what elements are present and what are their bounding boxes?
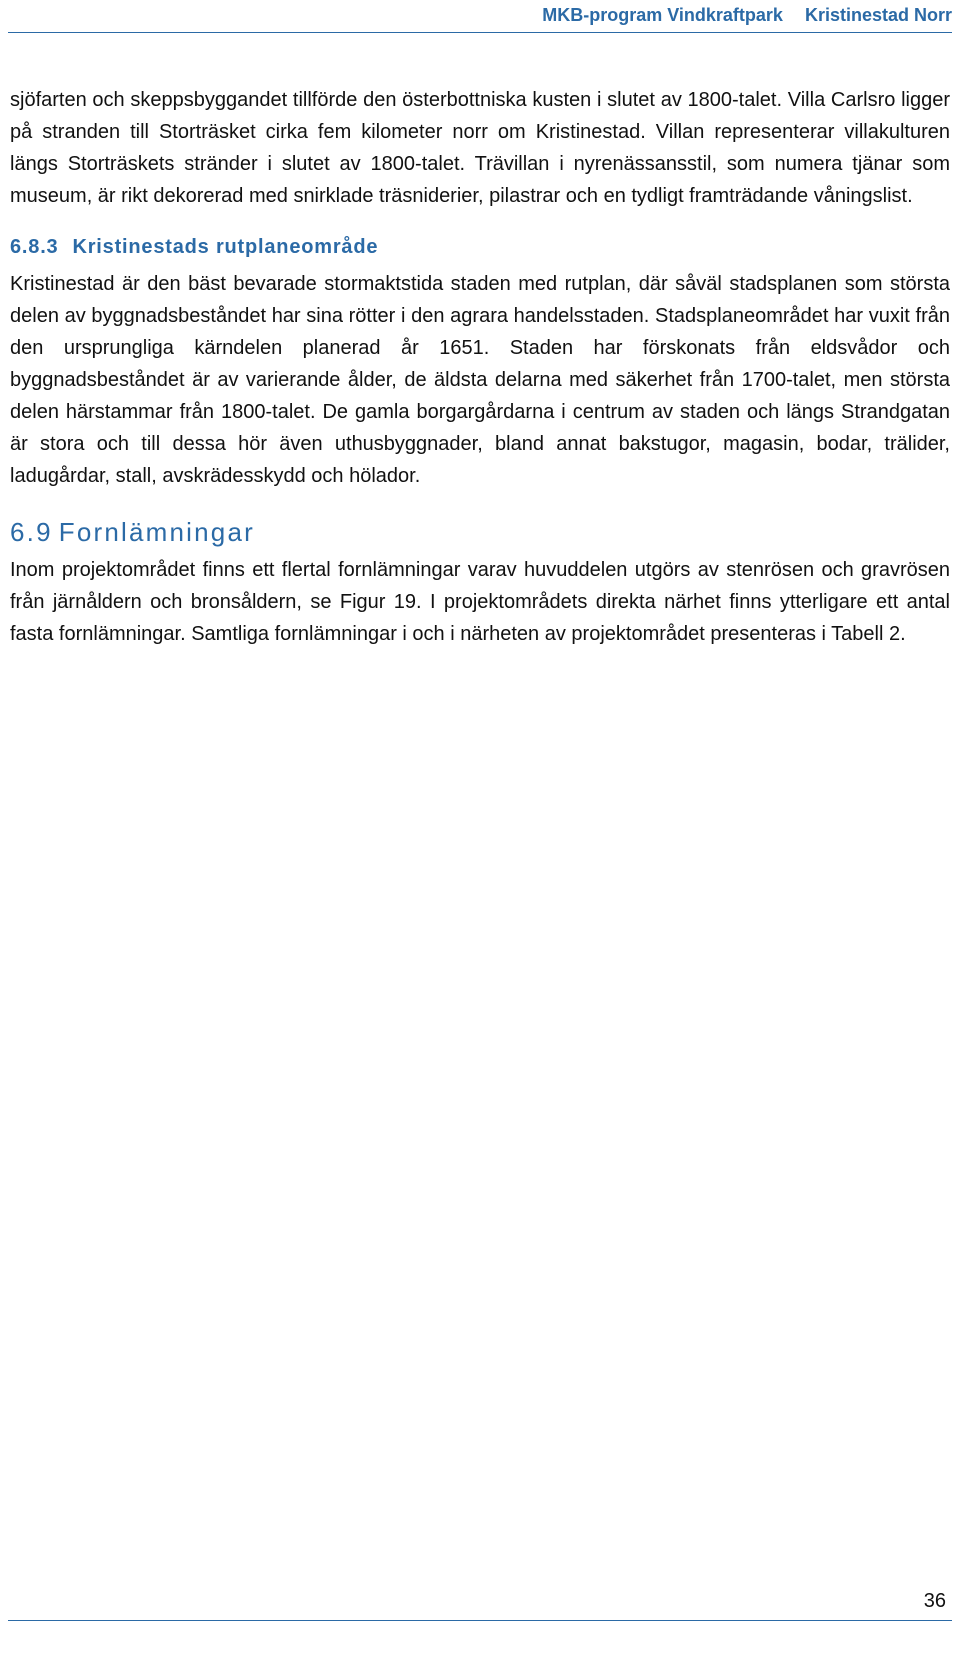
section-number: 6.8.3: [10, 236, 59, 258]
paragraph-rutplaneomrade: Kristinestad är den bäst bevarade stormaktstida staden med rutplan, där såväl stadsplanen som största delen av byggnadsbeståndet har sina rötter i den agrara handelsstaden. Stadsplaneområdet har vuxit från den ursprungliga kärndelen planerad år 1651. Staden har förskonats från eldsvådor och byggnadsbeståndet är av varierande ålder, de äldsta delarna med säkerhet från 1700-talet, men största delen härstammar från 1800-talet. De gamla borgargårdarna i centrum av staden och längs Strandgatan är stora och till dessa hör även uthusbyggnader, bland annat bakstugor, magasin, bodar, trälider, ladugårdar, stall, avskrädesskydd och hölador.: [10, 273, 950, 487]
section-heading-6-9: [10, 514, 950, 550]
section-heading-6-8-3: [10, 232, 950, 262]
footer-rule: [8, 1620, 952, 1621]
section-title: Kristinestads rutplaneområde: [72, 236, 379, 258]
paragraph-fornlamningar: Inom projektområdet finns ett flertal fornlämningar varav huvuddelen utgörs av stenrösen och gravrösen från järnåldern och bronsåldern, se Figur 19. I projektområdets direkta närhet finns ytterligare ett antal fasta fornlämningar. Samtliga fornlämningar i och i närheten av projektområdet presenteras i Tabell 2.: [10, 559, 950, 645]
header-title: [542, 5, 952, 26]
page-number: 36: [923, 1590, 946, 1612]
section-number: 6.9: [10, 517, 53, 547]
header-project: Kristinestad Norr: [804, 5, 952, 25]
page-header: [8, 0, 952, 33]
header-program: MKB-program Vindkraftpark: [542, 5, 783, 25]
document-body: [10, 84, 950, 650]
section-title: Fornlämningar: [58, 517, 255, 547]
paragraph-villa-carlsro: sjöfarten och skeppsbyggandet tillförde den österbottniska kusten i slutet av 1800-talet. Villa Carlsro ligger på stranden till Storträsket cirka fem kilometer norr om Kristinestad. Villan representerar villakulturen längs Storträskets stränder i slutet av 1800-talet. Trävillan i nyrenässansstil, som numera tjänar som museum, är rikt dekorerad med snirklade träsniderier, pilastrar och en tydligt framträdande våningslist.: [10, 89, 950, 207]
